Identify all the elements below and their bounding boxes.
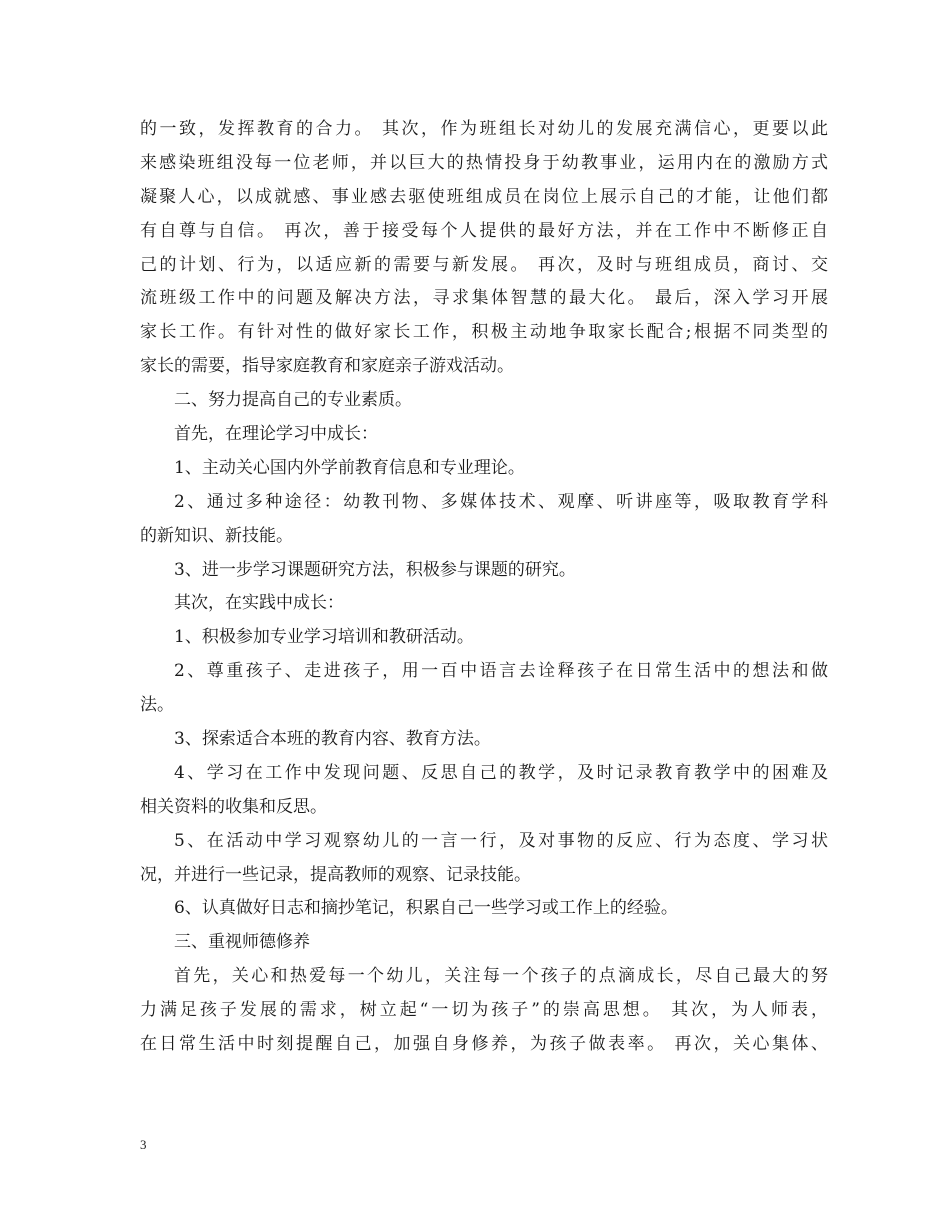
text-line: 首先，关心和热爱每一个幼儿，关注每一个孩子的点滴成长，尽自己最大的努 bbox=[174, 966, 828, 987]
text-line: 况，并进行一些记录，提高教师的观察、记录技能。 bbox=[140, 864, 531, 885]
text-line: 相关资料的收集和反思。 bbox=[140, 796, 327, 817]
text-line: 首先，在理论学习中成长： bbox=[174, 424, 378, 445]
text-line: 家长的需要，指导家庭教育和家庭亲子游戏活动。 bbox=[140, 356, 514, 377]
text-line: 有自尊与自信。 再次，善于接受每个人提供的最好方法，并在工作中不断修正自 bbox=[140, 220, 828, 241]
text-line: 的新知识、新技能。 bbox=[140, 525, 293, 546]
text-line: 6、认真做好日志和摘抄笔记，积累自己一些学习或工作上的经验。 bbox=[174, 898, 678, 919]
text-line: 己的计划、行为，以适应新的需要与新发展。 再次，及时与班组成员，商讨、交 bbox=[140, 254, 828, 275]
text-line: 法。 bbox=[140, 695, 174, 716]
text-line: 2、通过多种途径：幼教刊物、多媒体技术、观摩、听讲座等，吸取教育学科 bbox=[174, 491, 828, 512]
text-line: 2、尊重孩子、走进孩子，用一百中语言去诠释孩子在日常生活中的想法和做 bbox=[174, 661, 828, 682]
text-line: 家长工作。有针对性的做好家长工作，积极主动地争取家长配合;根据不同类型的 bbox=[140, 322, 828, 343]
text-line: 三、重视师德修养 bbox=[174, 932, 310, 953]
page-number: 3 bbox=[140, 1137, 147, 1152]
document-body bbox=[140, 113, 828, 1062]
text-line: 流班级工作中的问题及解决方法，寻求集体智慧的最大化。 最后，深入学习开展 bbox=[140, 288, 828, 309]
text-line: 的一致，发挥教育的合力。 其次，作为班组长对幼儿的发展充满信心，更要以此 bbox=[140, 119, 828, 139]
text-line: 凝聚人心，以成就感、事业感去驱使班组成员在岗位上展示自己的才能，让他们都 bbox=[140, 186, 828, 207]
text-line: 4、学习在工作中发现问题、反思自己的教学，及时记录教育教学中的困难及 bbox=[174, 762, 828, 783]
text-line: 来感染班组没每一位老师，并以巨大的热情投身于幼教事业，运用内在的激励方式 bbox=[140, 152, 828, 173]
text-line: 其次，在实践中成长： bbox=[174, 593, 344, 614]
text-line: 力满足孩子发展的需求，树立起“一切为孩子”的崇高思想。 其次，为人师表， bbox=[140, 1000, 828, 1021]
text-line: 3、探索适合本班的教育内容、教育方法。 bbox=[174, 729, 491, 750]
text-line: 二、努力提高自己的专业素质。 bbox=[174, 390, 412, 411]
text-line: 5、在活动中学习观察幼儿的一言一行，及对事物的反应、行为态度、学习状 bbox=[174, 830, 828, 851]
text-line: 1、积极参加专业学习培训和教研活动。 bbox=[174, 627, 474, 648]
text-line: 1、主动关心国内外学前教育信息和专业理论。 bbox=[174, 457, 525, 478]
text-line: 3、进一步学习课题研究方法，积极参与课题的研究。 bbox=[174, 559, 576, 580]
text-line: 在日常生活中时刻提醒自己，加强自身修养，为孩子做表率。 再次，关心集体、 bbox=[140, 1034, 828, 1055]
